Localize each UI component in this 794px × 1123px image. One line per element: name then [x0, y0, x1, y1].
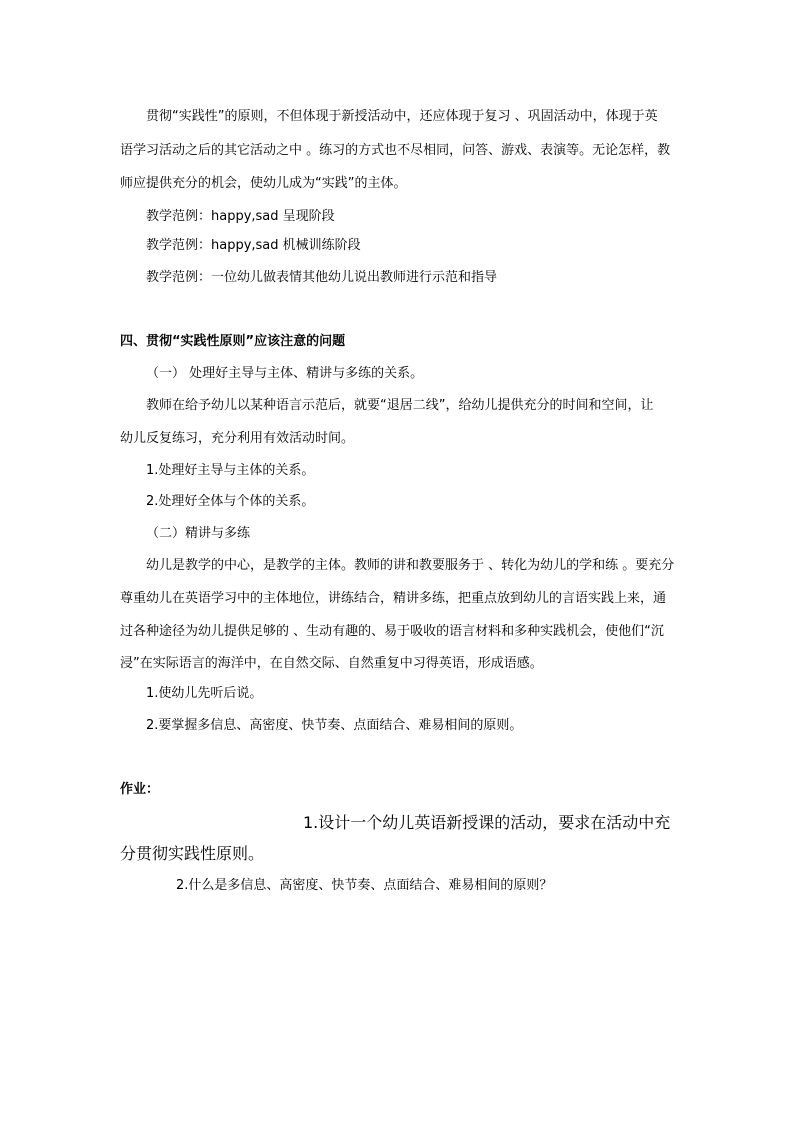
paragraph-line: 教师在给予幼儿以某种语言示范后，就要“退居二线”，给幼儿提供充分的时间和空间，让 [146, 398, 654, 413]
subsection-title: （一） 处理好主导与主体、精讲与多练的关系。 [146, 366, 424, 381]
example-line: 教学范例：happy,sad 机械训练阶段 [146, 238, 361, 253]
homework-question: 2.什么是多信息、高密度、快节奏、点面结合、难易相间的原则？ [176, 878, 553, 893]
list-item: 1.使幼儿先听后说。 [146, 686, 263, 701]
homework-heading: 作业： [120, 782, 160, 797]
subsection-title: （二）精讲与多练 [146, 526, 251, 541]
paragraph-line: 幼儿是教学的中心，是教学的主体。教师的讲和教要服务于 、转化为幼儿的学和练 。要充分 [146, 558, 675, 573]
paragraph-line: 师应提供充分的机会，使幼儿成为“实践”的主体。 [120, 176, 407, 191]
paragraph-line: 贯彻“实践性”的原则，不但体现于新授活动中，还应体现于复习 、巩固活动中，体现于英 [146, 109, 658, 124]
homework-question-continued: 分贯彻实践性原则。 [120, 844, 265, 863]
section-heading: 四、贯彻“实践性原则”应该注意的问题 [120, 334, 346, 349]
list-item: 2.处理好全体与个体的关系。 [146, 494, 315, 509]
paragraph-line: 过各种途径为幼儿提供足够的 、生动有趣的、易于吸收的语言材料和多种实践机会，使他们“沉 [120, 624, 664, 639]
paragraph-line: 幼儿反复练习，充分利用有效活动时间。 [120, 431, 355, 446]
homework-question: 1.设计一个幼儿英语新授课的活动，要求在活动中充 [303, 813, 671, 832]
paragraph-line: 语学习活动之后的其它活动之中 。练习的方式也不尽相同，问答、游戏、表演等。无论怎样，教 [120, 143, 671, 158]
paragraph-line: 浸”在实际语言的海洋中，在自然交际、自然重复中习得英语，形成语感。 [120, 656, 543, 671]
list-item: 2.要掌握多信息、高密度、快节奏、点面结合、难易相间的原则。 [146, 718, 523, 733]
example-line: 教学范例：happy,sad 呈现阶段 [146, 209, 335, 224]
example-line: 教学范例：一位幼儿做表情其他幼儿说出教师进行示范和指导 [146, 270, 498, 285]
paragraph-line: 尊重幼儿在英语学习中的主体地位，讲练结合，精讲多练，把重点放到幼儿的言语实践上来，通 [120, 591, 667, 606]
list-item: 1.处理好主导与主体的关系。 [146, 463, 315, 478]
